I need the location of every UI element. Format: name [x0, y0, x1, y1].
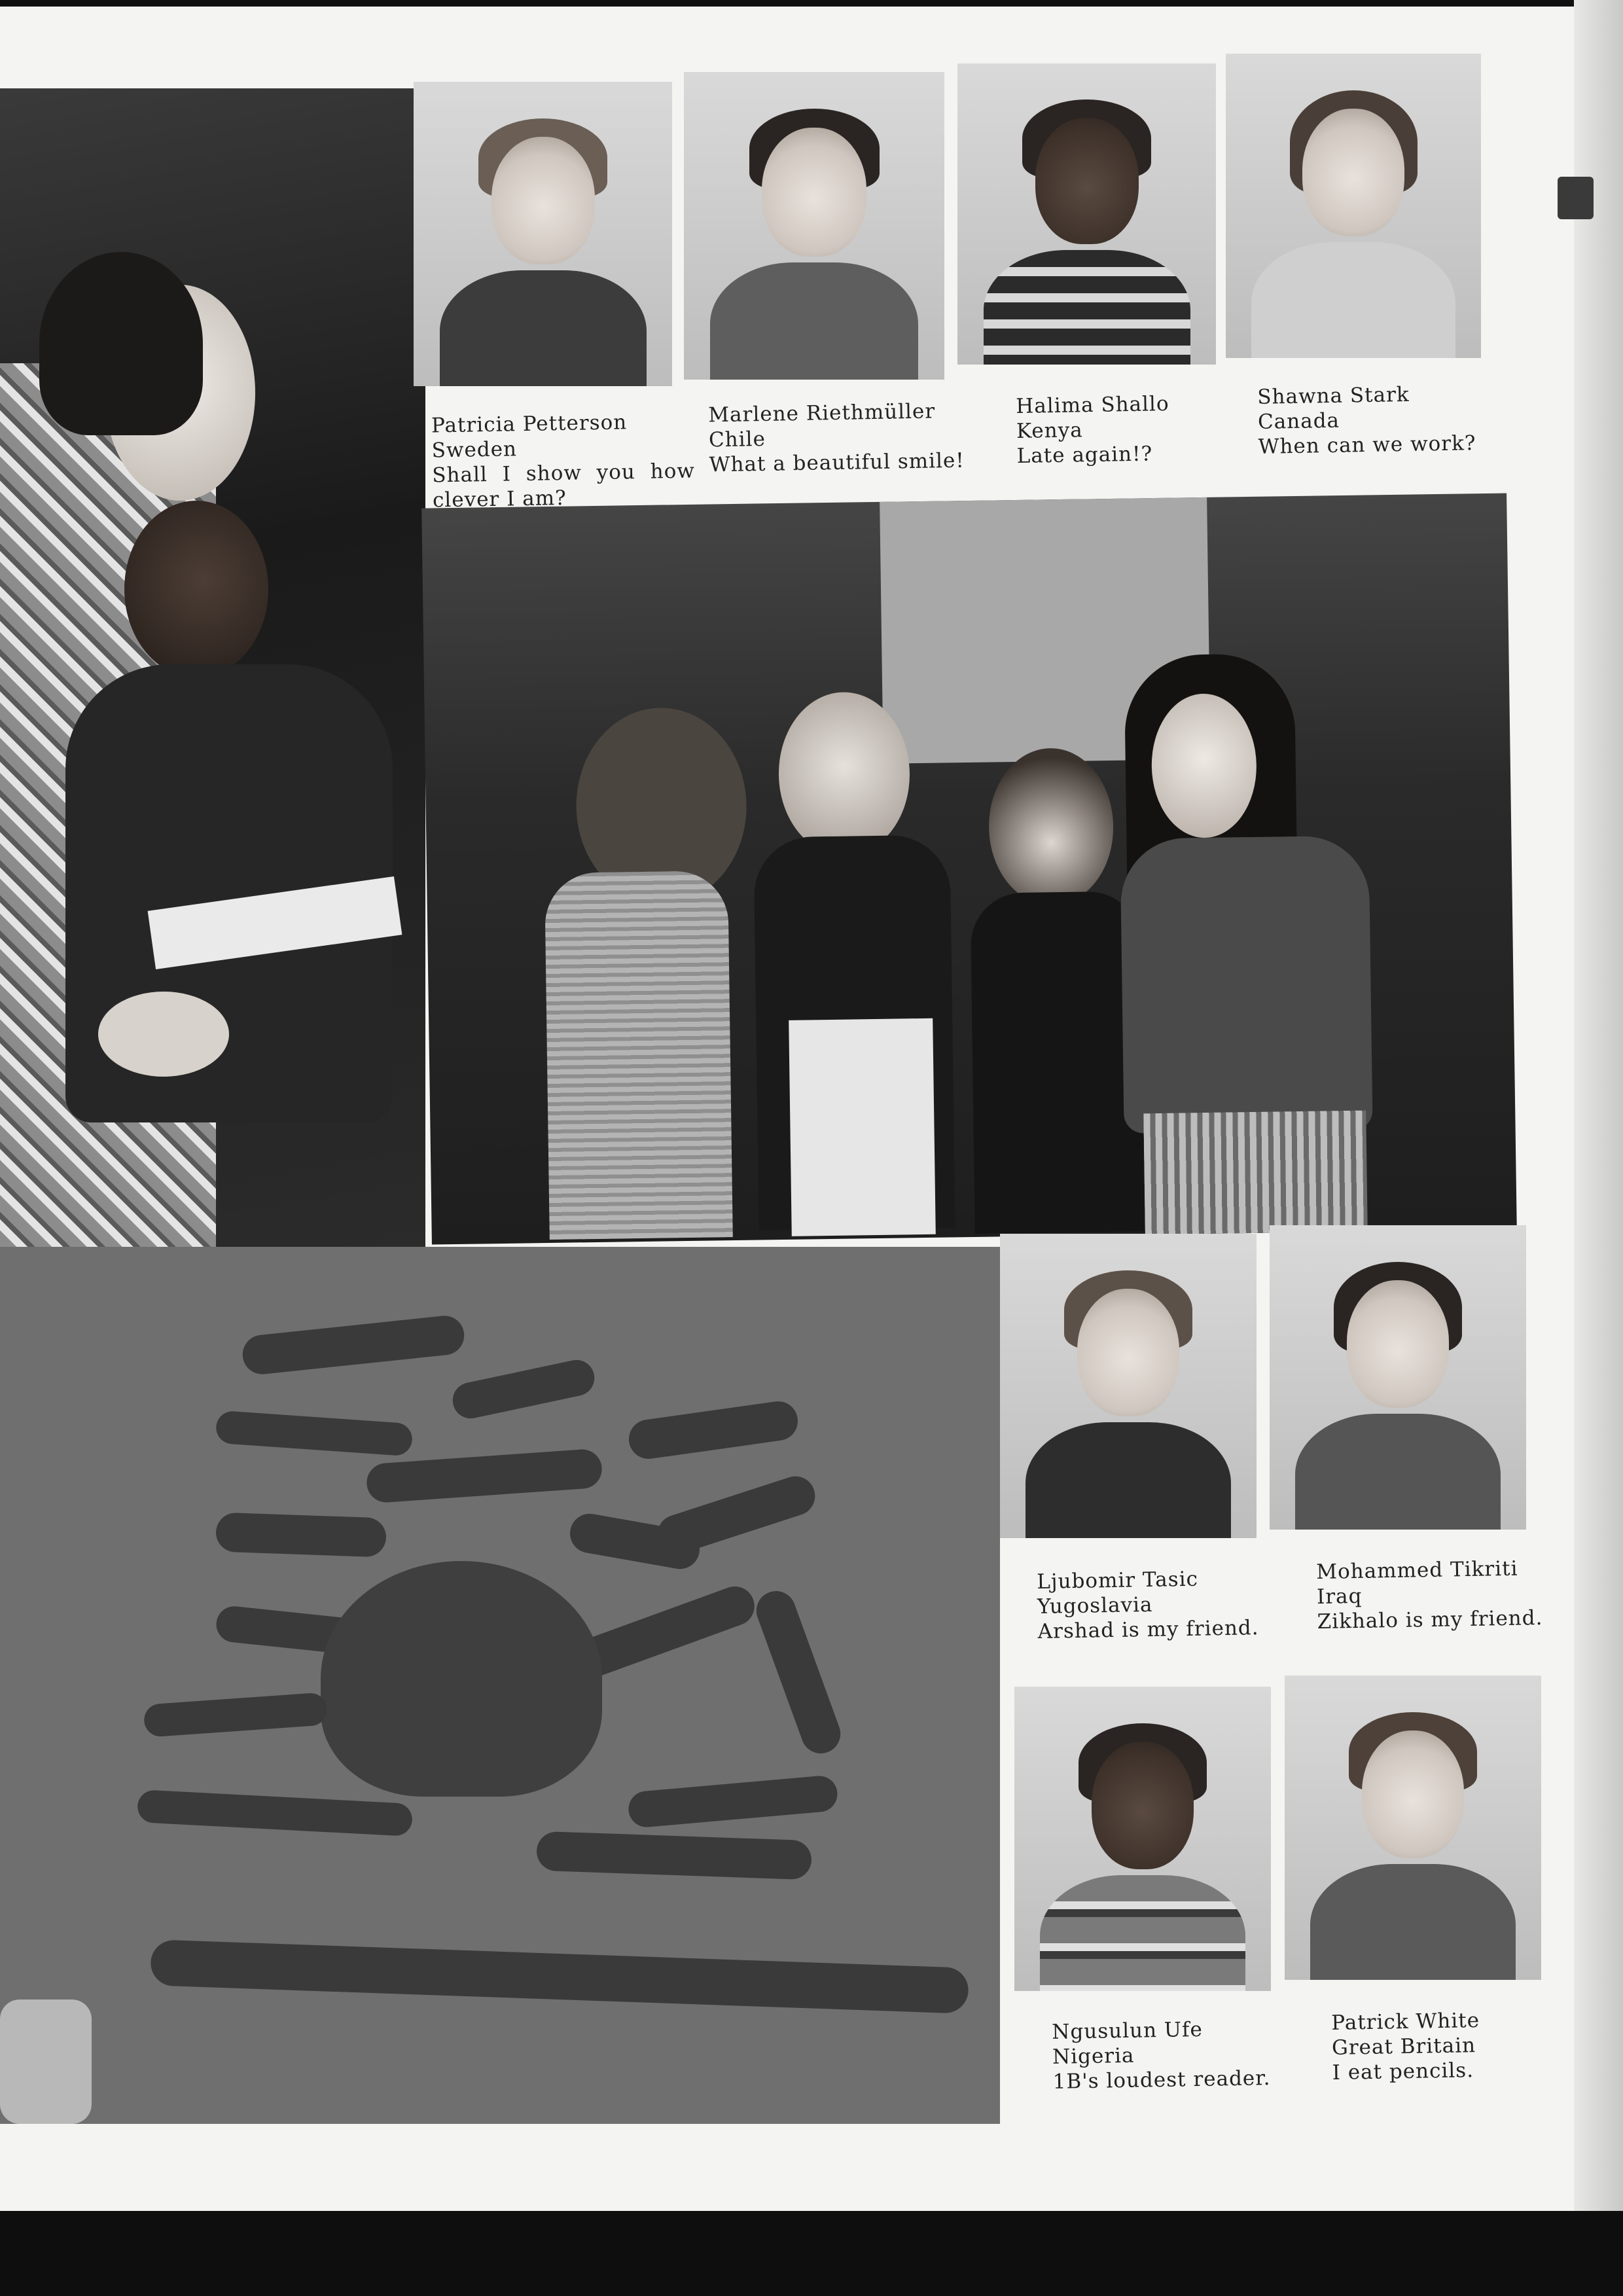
student-quote: Arshad is my friend. [1037, 1616, 1259, 1643]
page-right-edge [1574, 0, 1623, 2296]
portrait-ljubomir-tasic [1000, 1234, 1257, 1538]
paint-stroke [137, 1789, 413, 1837]
student-name: Shawna Stark [1257, 382, 1410, 409]
student-name: Patricia Petterson [431, 410, 628, 438]
teacher-hand [98, 992, 229, 1077]
caption-marlene-riethmuller [708, 399, 965, 478]
caption-ngusulun-ufe [1052, 2016, 1271, 2094]
sweater [1026, 1422, 1231, 1538]
portrait-ngusulun-ufe [1014, 1687, 1271, 1991]
caption-mohammed-tikriti [1316, 1556, 1543, 1634]
child-face [124, 501, 268, 677]
student-name: Ljubomir Tasic [1037, 1567, 1199, 1594]
cardigan [1251, 242, 1455, 358]
portrait-patricia-petterson [414, 82, 672, 386]
student-country: Iraq [1316, 1584, 1363, 1609]
face [1302, 109, 1404, 236]
sweater [1295, 1414, 1501, 1530]
binder-clip [1558, 177, 1594, 219]
student-quote: What a beautiful smile! [709, 448, 965, 477]
student-country: Kenya [1016, 418, 1083, 444]
child-fringe-body [971, 891, 1145, 1234]
page-bottom-edge [0, 2211, 1623, 2296]
portrait-halima-shallo [957, 63, 1216, 365]
child-fringe-head [988, 747, 1114, 906]
paint-stroke [241, 1314, 466, 1376]
face [1092, 1742, 1194, 1869]
caption-patrick-white [1331, 2008, 1481, 2085]
student-quote: Late again!? [1016, 442, 1153, 469]
child-left-body [544, 870, 733, 1240]
student-quote: 1B's loudest reader. [1052, 2066, 1271, 2094]
student-country: Chile [708, 427, 766, 452]
sweater [1310, 1864, 1516, 1980]
student-country: Sweden [431, 437, 518, 463]
white-trousers [789, 1018, 936, 1236]
student-quote: Shall I show you how [432, 459, 696, 488]
teacher-with-child-photo [0, 88, 425, 1250]
student-quote-continued: clever I am? [432, 486, 567, 512]
dress [440, 270, 647, 386]
portrait-marlene-riethmuller [684, 72, 944, 380]
face [1077, 1289, 1180, 1416]
caption-ljubomir-tasic [1037, 1566, 1259, 1644]
girl-skirt [1143, 1111, 1368, 1235]
student-country: Nigeria [1052, 2043, 1135, 2069]
face [1347, 1280, 1450, 1408]
child-painting-photo [0, 1247, 1000, 2124]
paint-stroke [150, 1939, 969, 2014]
caption-halima-shallo [1016, 391, 1170, 469]
student-country: Yugoslavia [1037, 1592, 1153, 1619]
paint-stroke [215, 1410, 414, 1457]
teacher-hair [39, 252, 203, 435]
crumpled-paper [0, 2000, 92, 2124]
paint-stroke [536, 1831, 812, 1880]
student-name: Patrick White [1331, 2009, 1480, 2035]
portrait-patrick-white [1285, 1676, 1541, 1980]
paint-stroke [365, 1448, 603, 1504]
paint-stroke [450, 1357, 598, 1422]
caption-patricia-petterson [431, 409, 696, 513]
paint-stroke [215, 1512, 387, 1557]
face [1362, 1731, 1465, 1858]
student-name: Ngusulun Ufe [1052, 2017, 1204, 2044]
student-quote: I eat pencils. [1332, 2058, 1474, 2085]
caption-shawna-stark [1257, 381, 1476, 459]
page-top-edge [0, 0, 1623, 7]
student-quote: Zikhalo is my friend. [1317, 1605, 1543, 1634]
paint-stroke [627, 1774, 839, 1829]
paint-stroke [626, 1399, 800, 1462]
children-group-photo [421, 493, 1517, 1244]
student-name: Mohammed Tikriti [1316, 1556, 1518, 1585]
face [762, 128, 866, 257]
face [491, 137, 595, 264]
blouse [710, 262, 918, 380]
portrait-shawna-stark [1226, 54, 1481, 358]
student-country: Canada [1257, 408, 1340, 434]
striped-sweater [984, 250, 1190, 365]
girl-body [1120, 835, 1372, 1133]
striped-sweater [1040, 1875, 1245, 1991]
paint-blob-center [321, 1561, 602, 1797]
student-name: Marlene Riethmüller [708, 399, 936, 427]
paint-stroke [143, 1692, 329, 1737]
paint-stroke [751, 1586, 846, 1759]
student-country: Great Britain [1331, 2034, 1476, 2060]
student-quote: When can we work? [1258, 431, 1476, 459]
portrait-mohammed-tikriti [1270, 1225, 1526, 1530]
student-name: Halima Shallo [1016, 391, 1169, 419]
face [1035, 118, 1139, 244]
